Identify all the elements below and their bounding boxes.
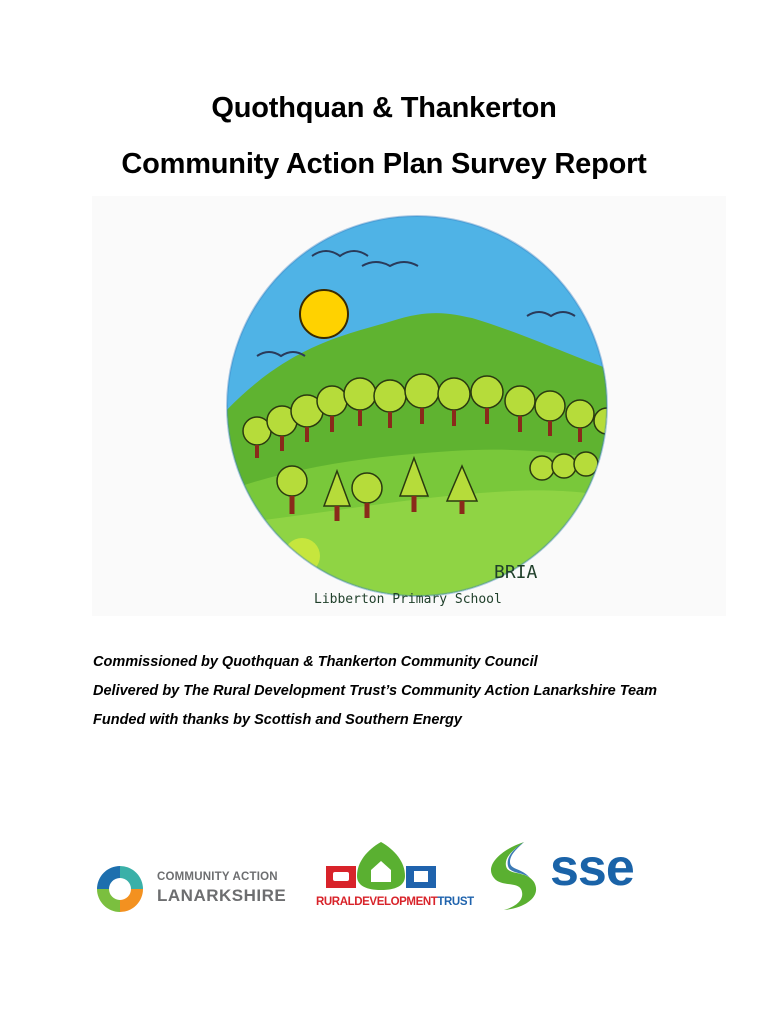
commissioned-line: Commissioned by Quothquan & Thankerton Community Council — [93, 654, 538, 670]
delivered-line: Delivered by The Rural Development Trust’s Community Action Lanarkshire Team — [93, 683, 658, 699]
cover-drawing — [92, 196, 726, 616]
artist-school: Libberton Primary School — [314, 592, 502, 607]
document-title-line-1: Quothquan & Thankerton — [211, 92, 557, 124]
cal-line-2: LANARKSHIRE — [157, 885, 287, 905]
sse-wordmark: sse — [550, 839, 634, 897]
credits-block — [93, 652, 693, 739]
document-title-line-2: Community Action Plan Survey Report — [121, 148, 647, 180]
community-action-lanarkshire-logo — [93, 862, 287, 916]
sse-logo — [480, 840, 650, 912]
sse-swirl-icon — [480, 840, 548, 912]
rural-development-trust-logo — [316, 840, 474, 912]
artist-signature: BRIA — [494, 562, 538, 583]
cal-mark-icon — [93, 862, 147, 916]
rdt-mark-icon — [316, 840, 446, 892]
cal-line-1: COMMUNITY ACTION — [157, 871, 278, 883]
rdt-part-2: TRUST — [437, 896, 474, 908]
sun-icon — [300, 290, 348, 338]
funded-line: Funded with thanks by Scottish and Southern Energy — [93, 712, 462, 728]
rdt-part-1: RURALDEVELOPMENT — [316, 896, 438, 908]
